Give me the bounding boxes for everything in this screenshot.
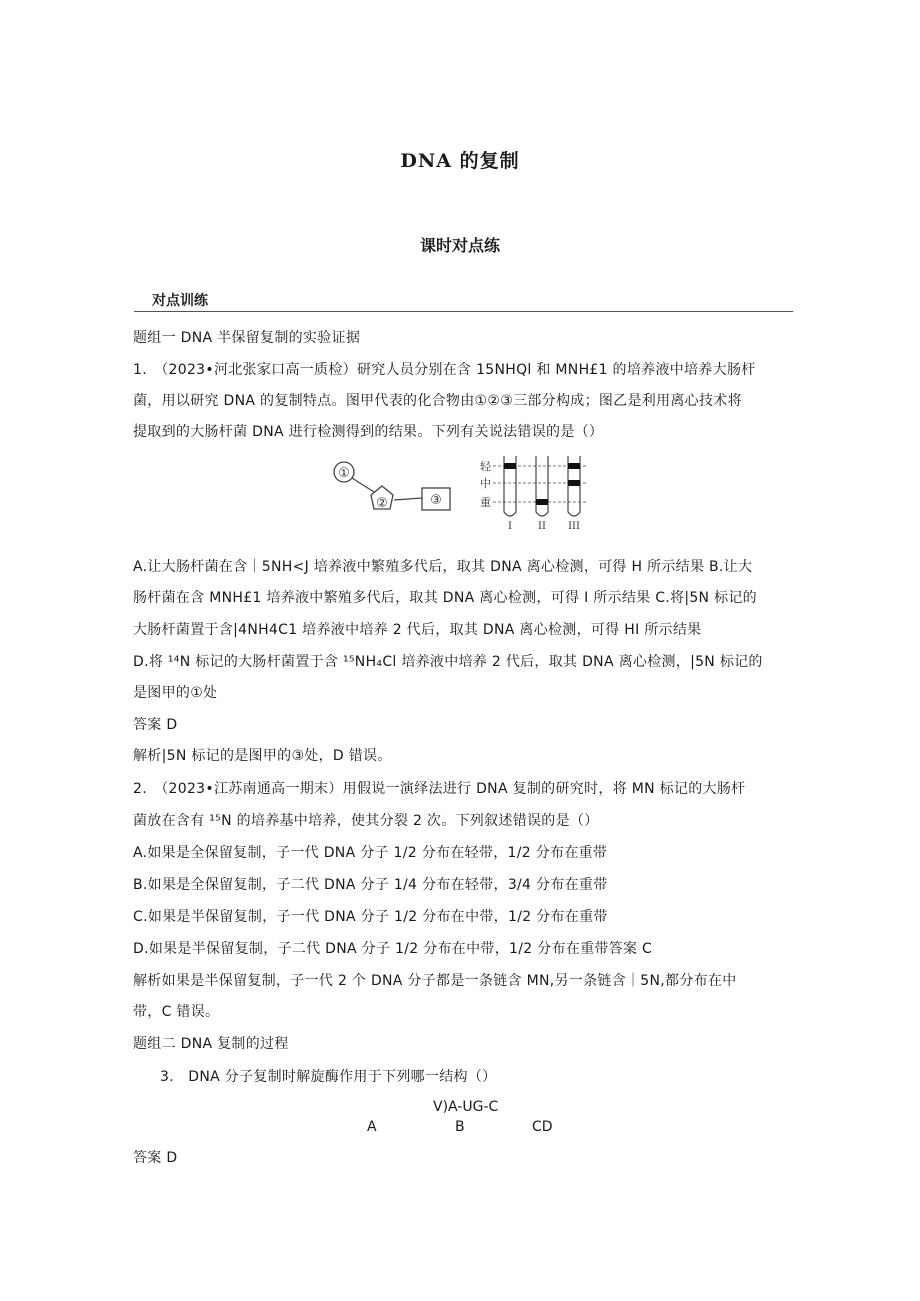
page-title: DNA 的复制 (400, 150, 520, 172)
tube2-band-heavy (536, 499, 548, 505)
q1-analysis: 解析|5N 标记的是图甲的③处，D 错误。 (133, 748, 392, 764)
tube-label-1: I (508, 521, 512, 532)
q2-option-c: C.如果是半保留复制，子一代 DNA 分子 1/2 分布在中带，1/2 分布在重带 (133, 909, 608, 925)
q3-answer: 答案 D (133, 1150, 178, 1166)
group1-heading: 题组一 DNA 半保留复制的实验证据 (133, 330, 361, 346)
q1-answer: 答案 D (133, 717, 178, 733)
tube-2 (536, 456, 548, 516)
q2-option-d: D.如果是半保留复制，子二代 DNA 分子 1/2 分布在中带，1/2 分布在重带答案 C (133, 941, 653, 957)
tube1-band-light (504, 463, 516, 469)
q2-analysis-1: 解析如果是半保留复制，子一代 2 个 DNA 分子都是一条链含 MN,另一条链含｜5N,都分布在中 (133, 973, 737, 989)
q3-label-cd: CD (532, 1119, 553, 1135)
band-label-heavy: 重 (480, 496, 491, 509)
label-2: ② (376, 496, 388, 511)
q2-option-a: A.如果是全保留复制，子一代 DNA 分子 1/2 分布在轻带，1/2 分布在重带 (133, 845, 608, 861)
q2-option-b: B.如果是全保留复制，子二代 DNA 分子 1/4 分布在轻带，3/4 分布在重带 (133, 877, 608, 893)
section-heading: 对点训练 (152, 293, 208, 309)
q1-line1: 1. （2023•河北张家口高一质检）研究人员分别在含 15NHQl 和 MNH£1 的培养液中培养大肠杆 (133, 362, 756, 378)
q1-options-2: 肠杆菌在含 MNH£1 培养液中繁殖多代后，取其 DNA 离心检测，可得 I 所示结果 C.将|5N 标记的 (133, 590, 757, 606)
q2-line1: 2. （2023•江苏南通高一期末）用假说一演绎法进行 DNA 复制的研究时，将 MN 标记的大肠杆 (133, 781, 746, 797)
band-label-middle: 中 (480, 477, 491, 490)
figure-yi (480, 456, 588, 532)
q3-stem: 3. DNA 分子复制时解旋酶作用于下列哪一结构（） (160, 1069, 497, 1085)
q2-line2: 菌放在含有 ¹⁵N 的培养基中培养，使其分裂 2 次。下列叙述错误的是（） (133, 813, 599, 829)
group2-heading: 题组二 DNA 复制的过程 (133, 1036, 289, 1052)
section-divider (134, 311, 793, 312)
page-subtitle: 课时对点练 (419, 236, 500, 255)
q1-figure (330, 452, 592, 532)
q1-options-4: D.将 ¹⁴N 标记的大肠杆菌置于含 ¹⁵NH₄Cl 培养液中培养 2 代后，取其 DNA 离心检测，|5N 标记的 (133, 654, 763, 670)
q1-options-1: A.让大肠杆菌在含｜5NH<J 培养液中繁殖多代后，取其 DNA 离心检测，可得 H 所示结果 B.让大 (133, 559, 753, 575)
label-3: ③ (430, 493, 442, 508)
q3-label-b: B (455, 1119, 465, 1135)
tube3-band-light (568, 463, 580, 469)
q1-options-5: 是图甲的①处 (133, 685, 218, 701)
q2-analysis-2: 带，C 错误。 (133, 1004, 220, 1020)
q3-structure: V)A-UG-C (433, 1099, 499, 1115)
q1-line2: 菌，用以研究 DNA 的复制特点。图甲代表的化合物由①②③三部分构成；图乙是利用离心技术将 (133, 393, 742, 409)
q1-options-3: 大肠杆菌置于含|4NH4C1 培养液中培养 2 代后，取其 DNA 离心检测，可得 HI 所示结果 (133, 622, 702, 638)
tube-label-3: III (568, 521, 580, 532)
tube-label-2: II (538, 521, 546, 532)
band-label-light: 轻 (480, 460, 491, 473)
label-1: ① (338, 466, 350, 481)
q3-label-a: A (367, 1119, 377, 1135)
q1-line3: 提取到的大肠杆菌 DNA 进行检测得到的结果。下列有关说法错误的是（） (133, 424, 604, 440)
tube3-band-middle (568, 480, 580, 486)
